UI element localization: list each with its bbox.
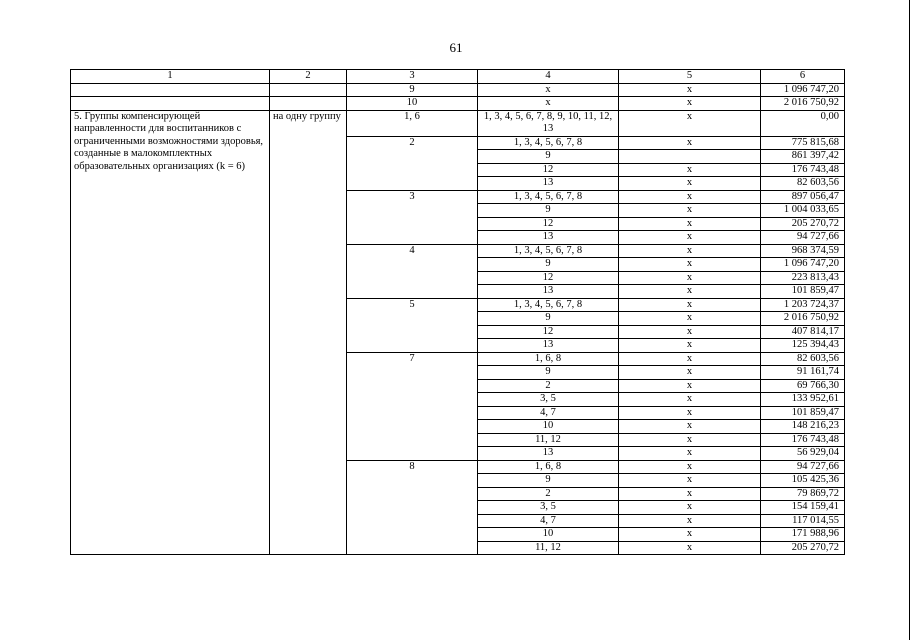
category-cell: 1, 3, 4, 5, 6, 7, 8 [478,190,619,204]
category-cell: 13 [478,177,619,191]
category-cell: х [478,83,619,97]
amount-cell: 69 766,30 [761,379,845,393]
group-number-cell: 10 [347,97,478,111]
tariff-table [70,69,845,555]
category-cell: 10 [478,420,619,434]
column-5-cell: х [619,447,761,461]
column-5-cell: х [619,177,761,191]
category-cell: 1, 6, 8 [478,460,619,474]
amount-cell: 94 727,66 [761,460,845,474]
column-5-cell: х [619,487,761,501]
amount-cell: 2 016 750,92 [761,97,845,111]
amount-cell: 94 727,66 [761,231,845,245]
amount-cell: 148 216,23 [761,420,845,434]
column-5-cell: х [619,514,761,528]
header-cell-1: 1 [71,70,270,84]
amount-cell: 176 743,48 [761,163,845,177]
category-cell: 3, 5 [478,501,619,515]
header-row [71,70,845,84]
category-cell: 10 [478,528,619,542]
amount-cell: 117 014,55 [761,514,845,528]
amount-cell: 82 603,56 [761,352,845,366]
column-5-cell: х [619,325,761,339]
category-cell: 1, 3, 4, 5, 6, 7, 8, 9, 10, 11, 12, 13 [478,110,619,136]
category-cell: х [478,97,619,111]
column-5-cell: х [619,393,761,407]
amount-cell: 91 161,74 [761,366,845,380]
category-cell: 13 [478,447,619,461]
column-5-cell: х [619,97,761,111]
category-cell: 11, 12 [478,541,619,555]
category-cell: 2 [478,487,619,501]
group-number-cell: 3 [347,190,478,244]
category-cell: 3, 5 [478,393,619,407]
column-5-cell: х [619,271,761,285]
column-5-cell: х [619,136,761,150]
column-5-cell: х [619,406,761,420]
category-cell: 12 [478,325,619,339]
amount-cell: 101 859,47 [761,406,845,420]
category-cell: 1, 6, 8 [478,352,619,366]
category-cell: 9 [478,312,619,326]
column-5-cell: х [619,312,761,326]
amount-cell: 1 096 747,20 [761,83,845,97]
amount-cell: 1 096 747,20 [761,258,845,272]
amount-cell: 407 814,17 [761,325,845,339]
empty-cell [270,97,347,111]
group-number-cell: 5 [347,298,478,352]
amount-cell: 1 004 033,65 [761,204,845,218]
category-cell: 1, 3, 4, 5, 6, 7, 8 [478,244,619,258]
group-number-cell: 1, 6 [347,110,478,136]
group-number-cell: 8 [347,460,478,555]
category-cell: 9 [478,258,619,272]
amount-cell: 133 952,61 [761,393,845,407]
column-5-cell: х [619,110,761,136]
amount-cell: 968 374,59 [761,244,845,258]
column-5-cell: х [619,352,761,366]
empty-cell [71,97,270,111]
column-5-cell: х [619,285,761,299]
amount-cell: 105 425,36 [761,474,845,488]
column-5-cell: х [619,231,761,245]
column-5-cell: х [619,541,761,555]
amount-cell: 2 016 750,92 [761,312,845,326]
amount-cell: 897 056,47 [761,190,845,204]
amount-cell: 82 603,56 [761,177,845,191]
category-cell: 12 [478,163,619,177]
amount-cell: 0,00 [761,110,845,136]
category-cell: 12 [478,217,619,231]
column-5-cell: х [619,190,761,204]
column-5-cell [619,150,761,164]
category-cell: 11, 12 [478,433,619,447]
unit-cell: на одну группу [270,110,347,555]
column-5-cell: х [619,258,761,272]
amount-cell: 176 743,48 [761,433,845,447]
amount-cell: 79 869,72 [761,487,845,501]
category-cell: 9 [478,150,619,164]
amount-cell: 154 159,41 [761,501,845,515]
header-cell-2: 2 [270,70,347,84]
category-cell: 13 [478,339,619,353]
table-row [71,110,845,136]
column-5-cell: х [619,460,761,474]
column-5-cell: х [619,366,761,380]
header-cell-4: 4 [478,70,619,84]
amount-cell: 1 203 724,37 [761,298,845,312]
category-cell: 9 [478,204,619,218]
column-5-cell: х [619,379,761,393]
group-number-cell: 7 [347,352,478,460]
empty-cell [71,83,270,97]
column-5-cell: х [619,433,761,447]
category-cell: 2 [478,379,619,393]
header-cell-5: 5 [619,70,761,84]
column-5-cell: х [619,298,761,312]
header-cell-6: 6 [761,70,845,84]
column-5-cell: х [619,244,761,258]
column-5-cell: х [619,501,761,515]
table-row [71,83,845,97]
group-number-cell: 4 [347,244,478,298]
page-number: 61 [449,40,463,55]
group-number-cell: 2 [347,136,478,190]
column-5-cell: х [619,474,761,488]
category-cell: 9 [478,474,619,488]
category-cell: 9 [478,366,619,380]
column-5-cell: х [619,420,761,434]
column-5-cell: х [619,528,761,542]
category-cell: 4, 7 [478,406,619,420]
column-5-cell: х [619,217,761,231]
amount-cell: 171 988,96 [761,528,845,542]
page-edge-line [909,0,910,640]
amount-cell: 861 397,42 [761,150,845,164]
column-5-cell: х [619,204,761,218]
amount-cell: 101 859,47 [761,285,845,299]
column-5-cell: х [619,83,761,97]
amount-cell: 125 394,43 [761,339,845,353]
category-cell: 1, 3, 4, 5, 6, 7, 8 [478,298,619,312]
section-title-cell: 5. Группы компенсирующей направленности для воспитанников с ограниченными возможностями здоровья, созданные в малокомплектных образовательных организациях (k = 6) [71,110,270,555]
column-5-cell: х [619,163,761,177]
group-number-cell: 9 [347,83,478,97]
amount-cell: 56 929,04 [761,447,845,461]
category-cell: 4, 7 [478,514,619,528]
empty-cell [270,83,347,97]
amount-cell: 205 270,72 [761,541,845,555]
amount-cell: 775 815,68 [761,136,845,150]
table-row [71,97,845,111]
table-body [71,70,845,555]
category-cell: 1, 3, 4, 5, 6, 7, 8 [478,136,619,150]
column-5-cell: х [619,339,761,353]
category-cell: 13 [478,285,619,299]
category-cell: 12 [478,271,619,285]
category-cell: 13 [478,231,619,245]
amount-cell: 205 270,72 [761,217,845,231]
amount-cell: 223 813,43 [761,271,845,285]
header-cell-3: 3 [347,70,478,84]
